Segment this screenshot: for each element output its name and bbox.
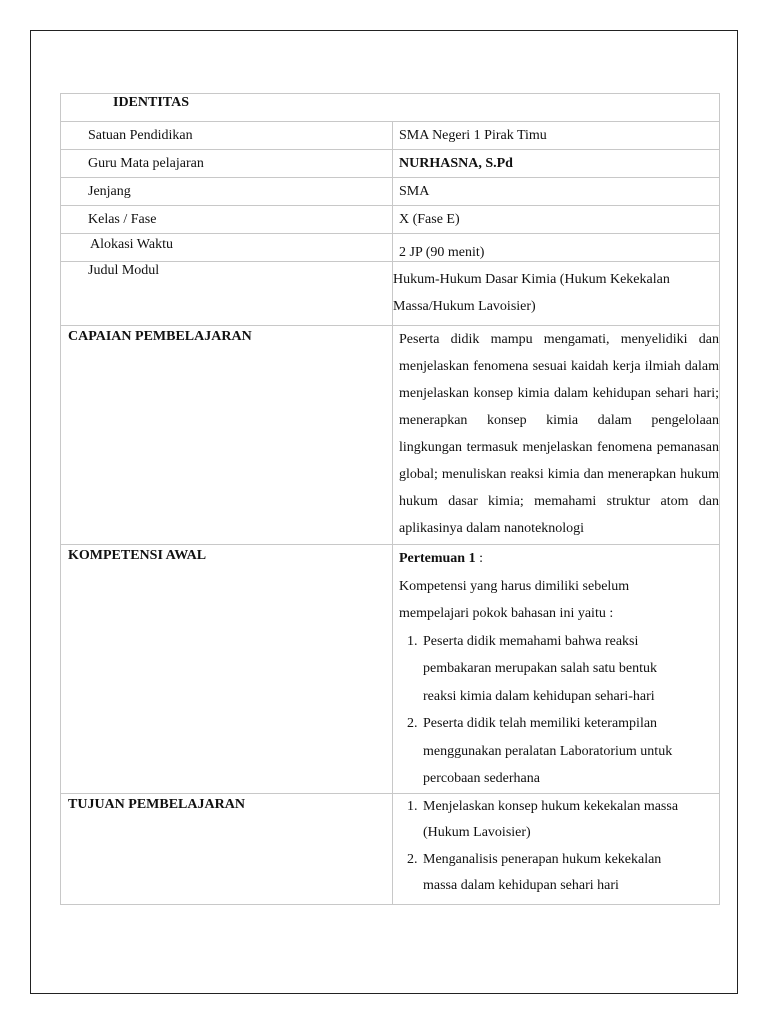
value-guru: NURHASNA, S.Pd	[399, 156, 513, 171]
value-kelas-fase: X (Fase E)	[399, 212, 460, 227]
identitas-title: IDENTITAS	[113, 95, 189, 110]
judul-line-1: Hukum-Hukum Dasar Kimia (Hukum Kekekalan	[393, 272, 670, 287]
tujuan-content	[393, 794, 719, 904]
value-alokasi-waktu: 2 JP (90 menit)	[399, 245, 485, 260]
list-item: 1. Peserta didik memahami bahwa reaksi pembakaran merupakan salah satu bentuk reaksi kimia dalam kehidupan sehari-hari	[421, 628, 719, 711]
capaian-text: Peserta didik mampu mengamati, menyelidiki dan menjelaskan fenomena sesuai kaidah kerja ilmiah dalam menjelaskan konsep kimia dalam kehidupan sehari hari; menerapkan konsep kimia dalam pengelolaan lingkungan termasuk menjelaskan fenomena pemanasan global; menuliskan reaksi kimia dan menerapkan hukum hukum dasar kimia; memahami struktur atom dan aplikasinya dalam nanoteknologi	[399, 332, 719, 536]
intro-line-2: mempelajari pokok bahasan ini yaitu :	[399, 606, 614, 621]
kompetensi-list	[399, 628, 719, 793]
label-satuan-pendidikan: Satuan Pendidikan	[88, 128, 193, 143]
label-kelas-fase: Kelas / Fase	[88, 212, 157, 227]
tujuan-list	[399, 794, 719, 904]
module-identity-table	[60, 93, 720, 905]
value-judul-modul	[393, 262, 720, 326]
value-satuan-pendidikan: SMA Negeri 1 Pirak Timu	[399, 128, 547, 143]
capaian-heading: CAPAIAN PEMBELAJARAN	[68, 329, 252, 344]
tujuan-heading: TUJUAN PEMBELAJARAN	[68, 796, 245, 812]
label-guru: Guru Mata pelajaran	[88, 156, 204, 171]
list-item: 2. Menganalisis penerapan hukum kekekalan massa dalam kehidupan sehari hari	[421, 847, 719, 904]
judul-line-2: Massa/Hukum Lavoisier)	[393, 299, 536, 314]
list-item: 2. Peserta didik telah memiliki keterampilan menggunakan peralatan Laboratorium untuk percobaan sederhana	[421, 710, 719, 793]
label-jenjang: Jenjang	[88, 184, 131, 199]
kompetensi-awal-content	[393, 545, 719, 793]
identitas-header-cell	[61, 94, 720, 122]
pertemuan-line	[399, 545, 719, 573]
intro-line-1: Kompetensi yang harus dimiliki sebelum	[399, 578, 630, 594]
label-alokasi-waktu: Alokasi Waktu	[90, 237, 173, 252]
kompetensi-awal-heading: KOMPETENSI AWAL	[68, 548, 207, 563]
value-jenjang: SMA	[399, 184, 430, 199]
label-judul-modul: Judul Modul	[88, 263, 160, 278]
pertemuan-title: Pertemuan 1	[399, 551, 476, 566]
pertemuan-suffix: :	[475, 551, 483, 566]
list-item: 1. Menjelaskan konsep hukum kekekalan massa (Hukum Lavoisier)	[421, 794, 719, 847]
